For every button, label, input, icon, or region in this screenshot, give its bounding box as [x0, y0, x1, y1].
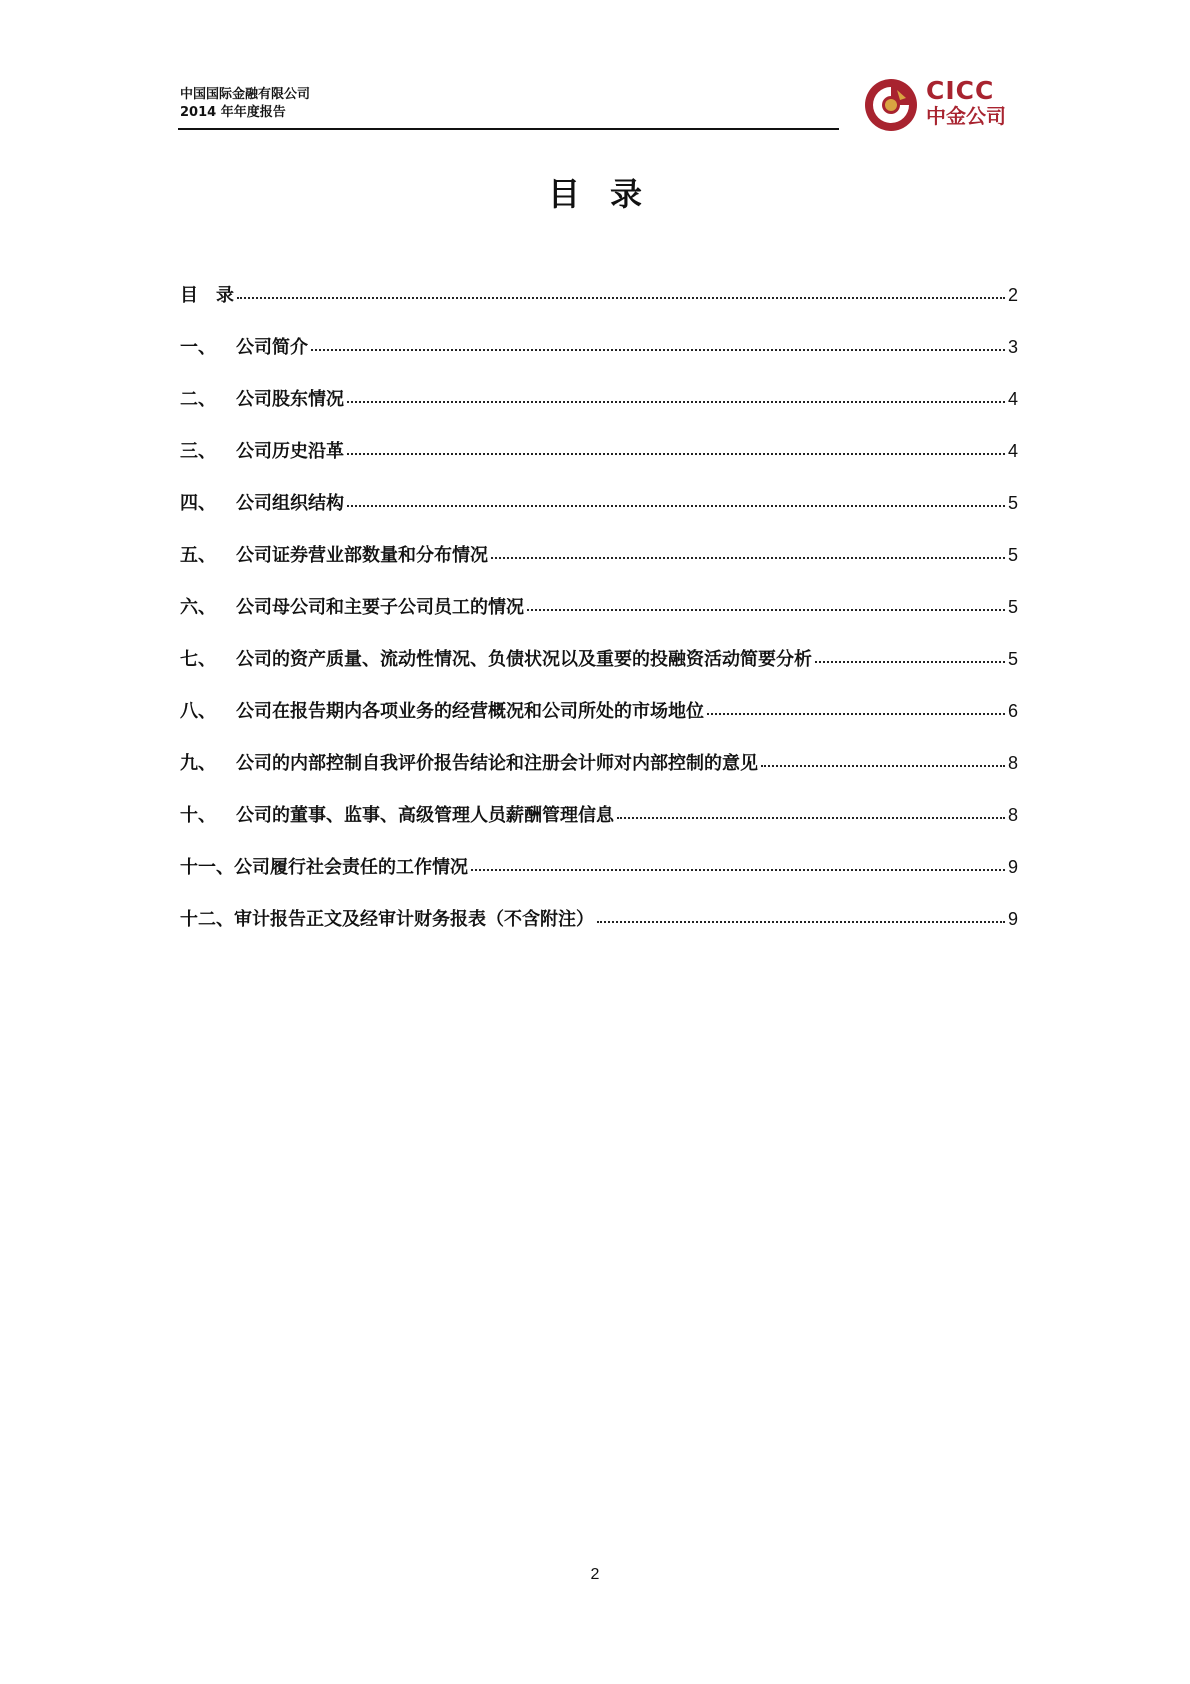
toc-leader-dots [347, 452, 1005, 455]
toc-leader-dots [347, 504, 1005, 507]
logo-text-chinese: 中金公司 [926, 104, 1006, 128]
toc-entry-8[interactable] [180, 697, 1018, 749]
table-of-contents [180, 281, 1018, 957]
toc-page-number: 9 [1007, 857, 1018, 877]
cicc-logo [862, 76, 1020, 134]
toc-entry-number: 六、 [180, 597, 216, 618]
toc-entry-7[interactable] [180, 645, 1018, 697]
toc-page-number: 3 [1007, 337, 1018, 357]
toc-entry-4[interactable] [180, 489, 1018, 541]
toc-entry-5[interactable] [180, 541, 1018, 593]
toc-entry-number: 九、 [180, 753, 216, 774]
toc-entry-number: 五、 [180, 545, 216, 566]
toc-entry-9[interactable] [180, 749, 1018, 801]
toc-leader-dots [617, 816, 1005, 819]
header-divider [178, 128, 839, 130]
toc-page-number: 5 [1007, 545, 1018, 565]
toc-entry-number: 十二、 [180, 909, 234, 930]
toc-entry-number: 一、 [180, 337, 216, 358]
toc-entry-title: 公司股东情况 [236, 389, 344, 410]
toc-entry-number: 七、 [180, 649, 216, 670]
toc-leader-dots [237, 296, 1005, 299]
page-title: 目录 [547, 175, 672, 213]
toc-entry-title: 公司证券营业部数量和分布情况 [236, 545, 488, 566]
toc-entry-title: 公司历史沿革 [236, 441, 344, 462]
toc-entry-title: 公司的资产质量、流动性情况、负债状况以及重要的投融资活动简要分析 [236, 649, 812, 670]
toc-entry-title: 公司在报告期内各项业务的经营概况和公司所处的市场地位 [236, 701, 704, 722]
toc-page-number: 5 [1007, 649, 1018, 669]
toc-leader-dots [527, 608, 1005, 611]
toc-leader-dots [815, 660, 1005, 663]
toc-entry-number: 十一、 [180, 857, 234, 878]
toc-page-number: 5 [1007, 597, 1018, 617]
toc-entry-number: 三、 [180, 441, 216, 462]
toc-page-number: 9 [1007, 909, 1018, 929]
toc-entry-12[interactable] [180, 905, 1018, 957]
toc-entry-number: 四、 [180, 493, 216, 514]
toc-leader-dots [471, 868, 1005, 871]
toc-page-number: 6 [1007, 701, 1018, 721]
toc-entry-2[interactable] [180, 385, 1018, 437]
toc-entry-10[interactable] [180, 801, 1018, 853]
toc-entry-title: 公司简介 [236, 337, 308, 358]
toc-entry-3[interactable] [180, 437, 1018, 489]
toc-entry-title: 公司的董事、监事、高级管理人员薪酬管理信息 [236, 805, 614, 826]
toc-page-number: 4 [1007, 441, 1018, 461]
page-number: 2 [590, 1566, 600, 1583]
toc-entry-title: 公司母公司和主要子公司员工的情况 [236, 597, 524, 618]
header-report-title: 2014 年年度报告 [180, 105, 286, 120]
page-header [180, 86, 840, 122]
toc-leader-dots [761, 764, 1005, 767]
toc-entry-label: 目 录 [180, 285, 234, 306]
toc-entry-title: 公司组织结构 [236, 493, 344, 514]
toc-leader-dots [597, 920, 1005, 923]
cicc-logo-mark-icon [862, 76, 920, 134]
toc-page-number: 8 [1007, 753, 1018, 773]
toc-entry-title: 公司履行社会责任的工作情况 [234, 857, 468, 878]
toc-entry-number: 八、 [180, 701, 216, 722]
toc-entry-number: 二、 [180, 389, 216, 410]
toc-leader-dots [491, 556, 1005, 559]
toc-entry-title: 审计报告正文及经审计财务报表（不含附注） [234, 909, 594, 930]
toc-page-number: 4 [1007, 389, 1018, 409]
toc-leader-dots [311, 348, 1005, 351]
logo-text-cicc: CICC [926, 76, 995, 105]
toc-page-number: 2 [1007, 285, 1018, 305]
toc-page-number: 8 [1007, 805, 1018, 825]
toc-entry-contents[interactable] [180, 281, 1018, 333]
toc-leader-dots [347, 400, 1005, 403]
toc-leader-dots [707, 712, 1005, 715]
toc-entry-11[interactable] [180, 853, 1018, 905]
toc-entry-6[interactable] [180, 593, 1018, 645]
toc-page-number: 5 [1007, 493, 1018, 513]
toc-entry-number: 十、 [180, 805, 216, 826]
toc-entry-1[interactable] [180, 333, 1018, 385]
header-company-name: 中国国际金融有限公司 [180, 87, 311, 102]
toc-entry-title: 公司的内部控制自我评价报告结论和注册会计师对内部控制的意见 [236, 753, 758, 774]
